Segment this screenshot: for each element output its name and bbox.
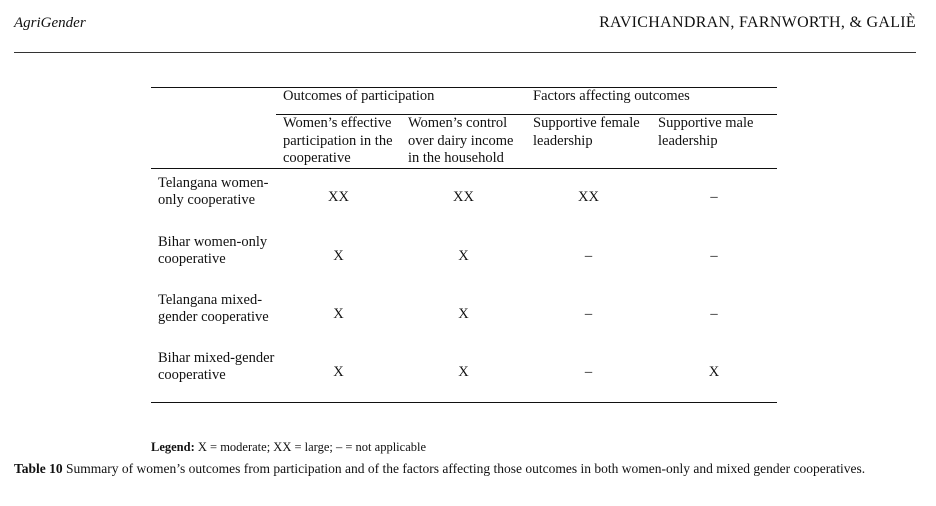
column-header: Supportive male leadership <box>651 115 777 169</box>
table-group-header-row <box>151 88 777 115</box>
header-divider <box>14 52 916 53</box>
table-row <box>151 168 777 228</box>
table-corner-cell <box>151 88 276 115</box>
table-row <box>151 286 777 344</box>
table-cell: – <box>584 305 593 322</box>
table-cell: – <box>710 189 718 206</box>
column-header: Supportive female leadership <box>526 115 651 169</box>
row-label: Telangana women-only cooperative <box>158 174 269 208</box>
column-header: Women’s control over dairy income in the household <box>401 115 526 169</box>
row-label: Bihar mixed-gender cooperative <box>151 344 276 403</box>
table-cell: X <box>458 305 469 322</box>
table-cell: X <box>458 247 469 264</box>
group-header-outcomes: Outcomes of participation <box>276 88 526 115</box>
table-cell: X <box>333 247 344 264</box>
legend-text: X = moderate; XX = large; – = not applicable <box>197 440 427 454</box>
caption-text: Summary of women’s outcomes from participation and of the factors affecting those outcomes in both women-only and mixed gender cooperatives. <box>66 461 866 476</box>
table-column-header-row <box>151 115 777 169</box>
row-label-header <box>151 115 276 169</box>
table-cell: X <box>276 344 401 403</box>
table-cell: – <box>710 305 718 322</box>
legend-label: Legend: <box>151 440 195 454</box>
column-header: Women’s effective participation in the cooperative <box>276 115 401 169</box>
running-header-authors: RAVICHANDRAN, FARNWORTH, & GALIÈ <box>599 14 916 31</box>
table-caption <box>14 460 916 477</box>
table-cell: X <box>401 344 526 403</box>
table-cell: – <box>584 247 593 264</box>
table-cell: X <box>333 305 344 322</box>
table-cell: XX <box>328 189 349 206</box>
table-cell: – <box>526 344 651 403</box>
table-cell: XX <box>453 189 474 206</box>
journal-name: AgriGender <box>14 15 86 31</box>
table-legend <box>151 440 426 455</box>
row-label: Bihar women-only cooperative <box>158 233 268 267</box>
table-cell: XX <box>578 189 599 206</box>
table-row <box>151 344 777 403</box>
summary-table <box>151 87 777 403</box>
row-label: Telangana mixed-gender cooperative <box>158 291 269 325</box>
group-header-factors: Factors affecting outcomes <box>526 88 777 115</box>
table-cell: X <box>651 344 777 403</box>
caption-label: Table 10 <box>14 461 63 476</box>
table-row <box>151 228 777 286</box>
table-cell: – <box>710 247 718 264</box>
